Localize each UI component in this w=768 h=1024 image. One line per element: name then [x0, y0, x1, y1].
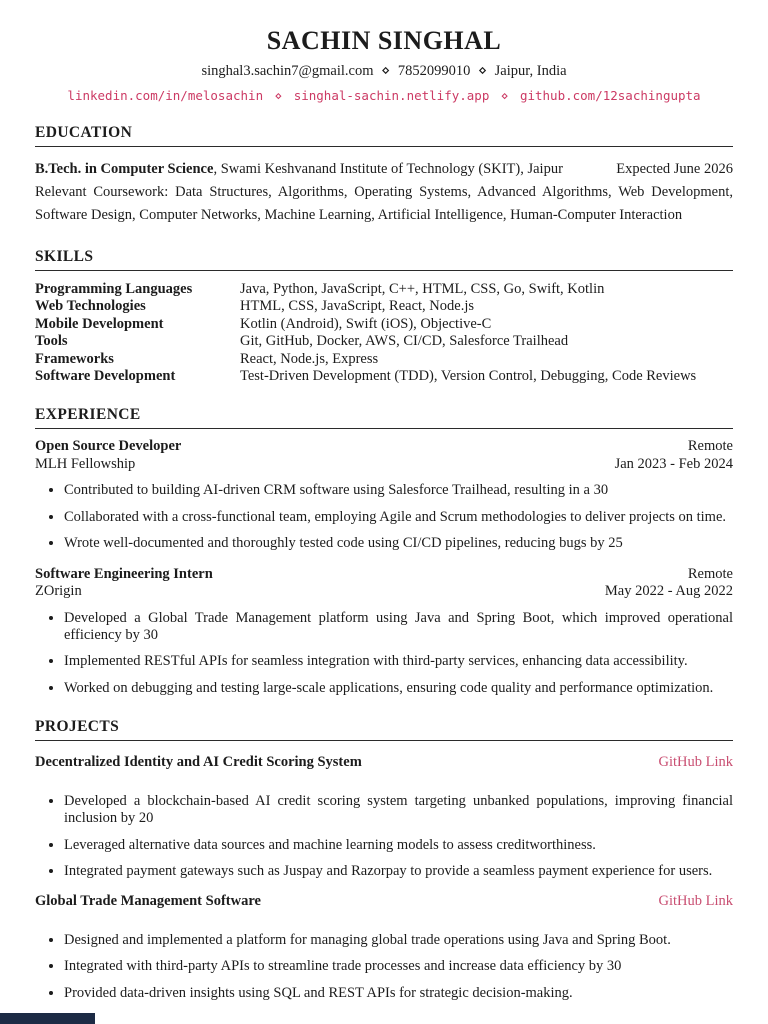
- skill-values: Kotlin (Android), Swift (iOS), Objective-C: [240, 315, 492, 332]
- bullet-item: • Integrated with third-party APIs to streamline trade processes and increase data efficiency by 30: [64, 958, 733, 975]
- bullet-item: • Worked on debugging and testing large-scale applications, ensuring code quality and performance optimization.: [64, 680, 733, 697]
- skills-section: [35, 248, 733, 385]
- project-entry: [35, 754, 733, 880]
- experience-entry: [35, 566, 733, 698]
- entry-title-row: [35, 566, 733, 584]
- diamond-separator: ⋄: [500, 88, 509, 103]
- bullet-item: • Integrated payment gateways such as Juspay and Razorpay to provide a seamless payment experience for users.: [64, 863, 733, 880]
- contact-phone: 7852099010: [397, 63, 471, 79]
- skill-values: Git, GitHub, Docker, AWS, CI/CD, Salesforce Trailhead: [240, 333, 569, 350]
- entry-org-row: [35, 583, 733, 601]
- experience-section: [35, 406, 733, 697]
- bullet-item: • Developed a blockchain-based AI credit scoring system targeting unbanked populations, improving financial inclusion by 20: [64, 793, 733, 828]
- school-name: , Swami Keshvanand Institute of Technology (SKIT), Jaipur: [213, 161, 563, 177]
- contact-email: singhal3.sachin7@gmail.com: [201, 63, 374, 79]
- person-name: SACHIN SINGHAL: [266, 26, 502, 55]
- skill-values: Test-Driven Development (TDD), Version Control, Debugging, Code Reviews: [240, 368, 697, 385]
- job-title: Open Source Developer: [35, 438, 182, 455]
- github-repo-link[interactable]: GitHub Link: [658, 754, 733, 771]
- education-section: [35, 124, 733, 227]
- skill-row: [35, 368, 733, 385]
- degree-name: B.Tech. in Computer Science: [35, 161, 214, 177]
- bullet-item: • Implemented RESTful APIs for seamless integration with third-party services, enhancing data accessibility.: [64, 653, 733, 670]
- education-degree-line: [35, 158, 733, 181]
- skill-category: Web Technologies: [35, 298, 146, 315]
- organization-name: MLH Fellowship: [35, 455, 136, 472]
- job-location: Remote: [687, 438, 733, 455]
- bullet-list: [35, 793, 733, 881]
- entry-title-row: [35, 438, 733, 456]
- bullet-list: [35, 482, 733, 552]
- skill-row: [35, 281, 733, 298]
- project-title: Global Trade Management Software: [35, 893, 261, 910]
- project-title: Decentralized Identity and AI Credit Scoring System: [35, 754, 362, 771]
- diamond-separator: ⋄: [381, 63, 391, 79]
- bullet-item: • Designed and implemented a platform for managing global trade operations using Java and Spring Boot.: [64, 932, 733, 949]
- experience-entry: [35, 438, 733, 552]
- organization-name: ZOrigin: [35, 583, 82, 600]
- coursework-text: Relevant Coursework: Data Structures, Algorithms, Operating Systems, Advanced Algorithms, Web Development, Software Design, Computer Networks, Machine Learning, Artificial Intelligence, Human-Computer Interaction: [35, 184, 733, 223]
- skill-row: [35, 316, 733, 333]
- bullet-item: • Leveraged alternative data sources and machine learning models to assess creditworthiness.: [64, 837, 733, 854]
- section-divider: [35, 270, 733, 271]
- job-dates: Jan 2023 - Feb 2024: [614, 455, 733, 472]
- skill-values: HTML, CSS, JavaScript, React, Node.js: [240, 298, 474, 315]
- experience-heading: EXPERIENCE: [35, 406, 141, 424]
- bullet-item: • Collaborated with a cross-functional team, employing Agile and Scrum methodologies to deliver projects on time.: [64, 509, 733, 526]
- linkedin-link[interactable]: linkedin.com/in/melosachin: [67, 88, 264, 103]
- bullet-list: [35, 932, 733, 1002]
- skill-category: Frameworks: [35, 350, 114, 367]
- portfolio-link[interactable]: singhal-sachin.netlify.app: [293, 88, 490, 103]
- diamond-separator: ⋄: [477, 63, 488, 79]
- skill-values: Java, Python, JavaScript, C++, HTML, CSS, Go, Swift, Kotlin: [240, 281, 605, 297]
- contact-line: [35, 63, 733, 80]
- skill-category: Mobile Development: [35, 315, 164, 332]
- links-line: [35, 88, 733, 103]
- bullet-item: • Contributed to building AI-driven CRM software using Salesforce Trailhead, resulting in a 30: [64, 482, 733, 499]
- project-entry: [35, 893, 733, 1002]
- skill-category: Programming Languages: [35, 281, 193, 297]
- project-title-row: [35, 893, 733, 911]
- github-repo-link[interactable]: GitHub Link: [658, 893, 733, 910]
- degree-and-school: [35, 158, 563, 181]
- projects-heading: PROJECTS: [35, 718, 120, 736]
- bullet-item: • Developed a Global Trade Management platform using Java and Spring Boot, which improved operational efficiency by 30: [64, 610, 733, 645]
- diamond-separator: ⋄: [274, 88, 283, 103]
- job-title: Software Engineering Intern: [35, 565, 213, 582]
- education-heading: EDUCATION: [35, 124, 133, 141]
- projects-section: [35, 718, 733, 1002]
- section-divider: [35, 740, 733, 741]
- skills-heading: SKILLS: [35, 248, 94, 265]
- section-divider: [35, 146, 733, 147]
- github-profile-link[interactable]: github.com/12sachingupta: [519, 88, 701, 103]
- graduation-date: Expected June 2026: [616, 161, 733, 177]
- job-dates: May 2022 - Aug 2022: [604, 583, 733, 600]
- skill-values: React, Node.js, Express: [240, 350, 379, 367]
- contact-location: Jaipur, India: [494, 63, 567, 79]
- project-title-row: [35, 754, 733, 772]
- skill-row: [35, 298, 733, 315]
- bullet-item: • Provided data-driven insights using SQL and REST APIs for strategic decision-making.: [64, 985, 733, 1002]
- entry-org-row: [35, 456, 733, 474]
- job-location: Remote: [687, 565, 733, 582]
- skills-table: [35, 281, 733, 385]
- page-bottom-edge-bar: [0, 1013, 95, 1024]
- bullet-item: • Wrote well-documented and thoroughly tested code using CI/CD pipelines, reducing bugs by 25: [64, 535, 733, 552]
- skill-row: [35, 333, 733, 350]
- bullet-list: [35, 610, 733, 698]
- section-divider: [35, 428, 733, 429]
- skill-category: Tools: [35, 333, 68, 350]
- skill-category: Software Development: [35, 368, 176, 385]
- skill-row: [35, 351, 733, 368]
